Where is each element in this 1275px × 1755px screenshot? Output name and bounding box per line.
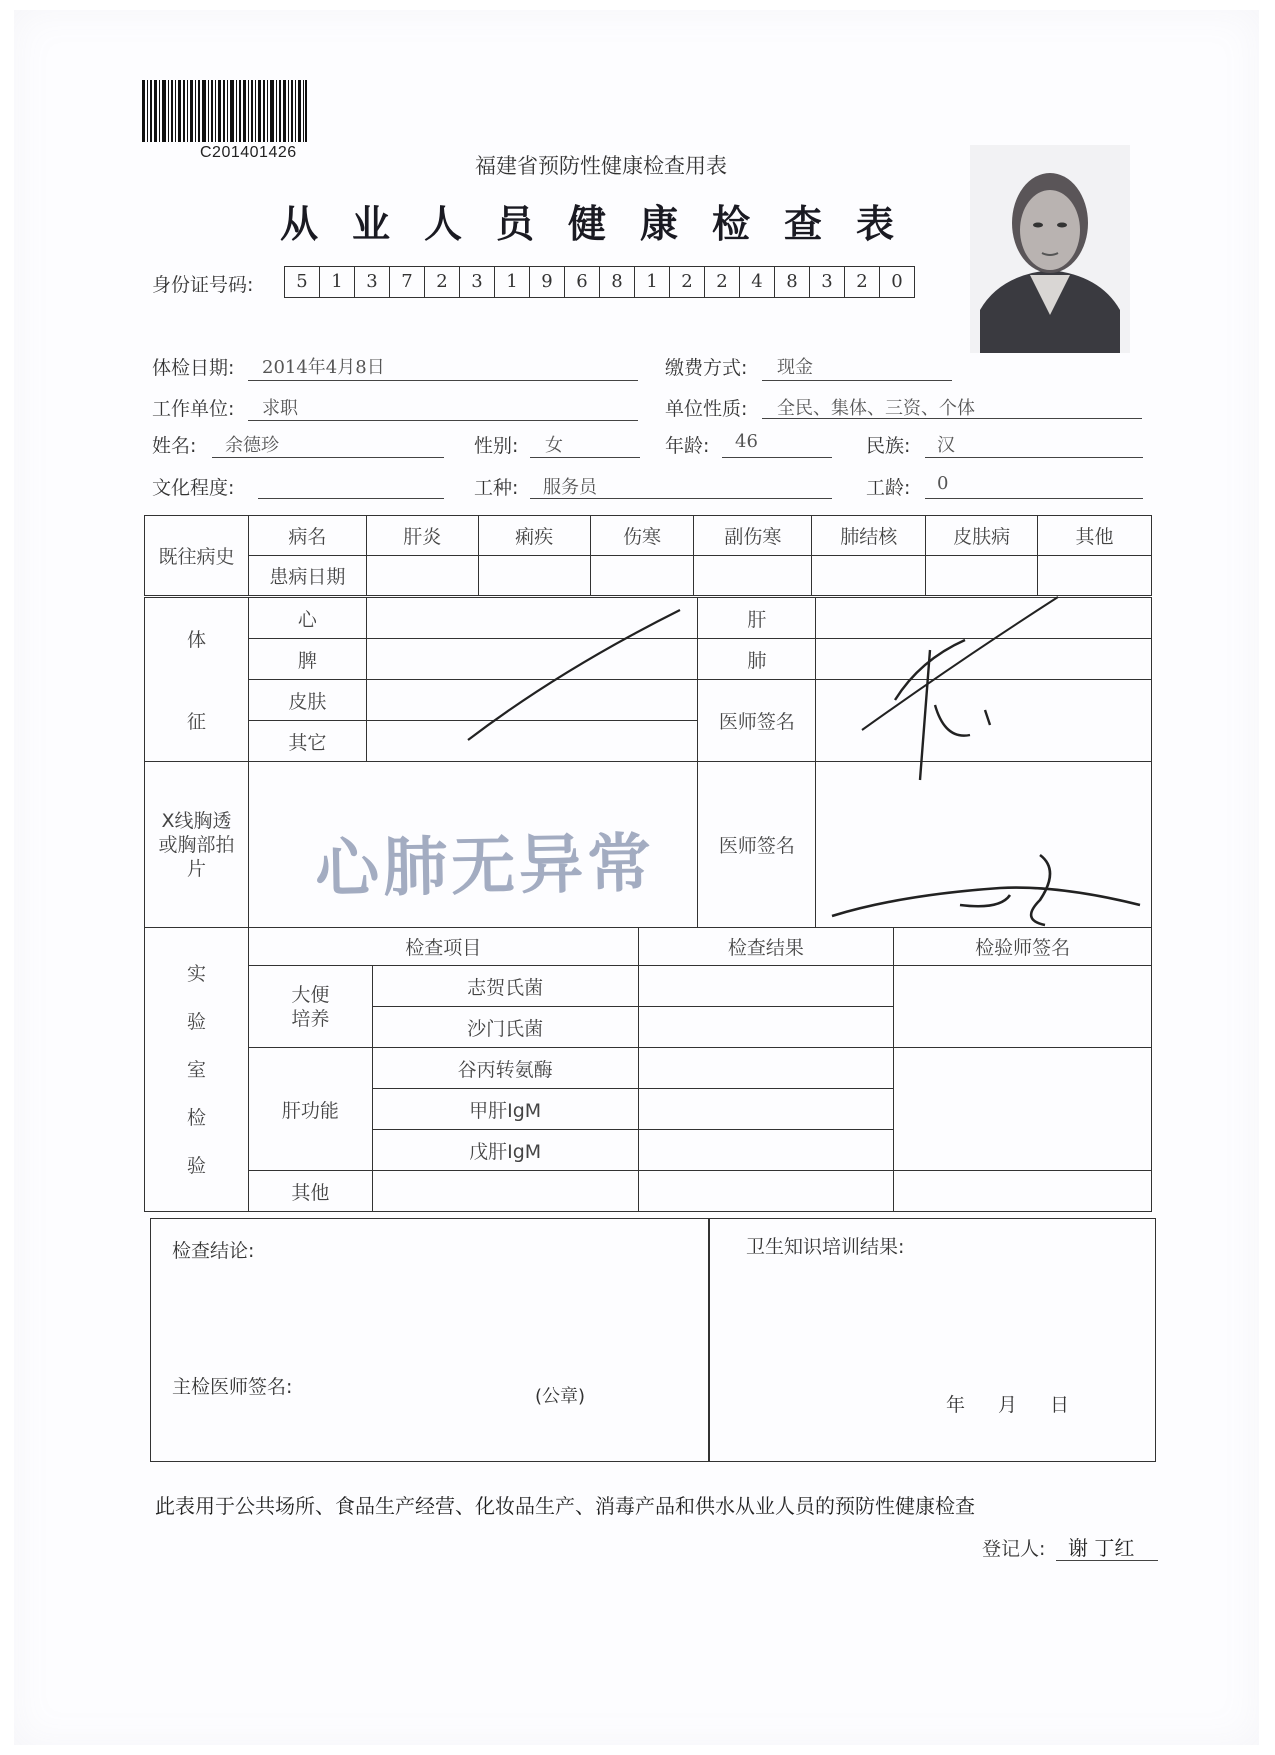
id-digit: 1 [635, 267, 670, 297]
date-month-label: 月 [998, 1394, 1018, 1416]
xray-result-stamp: 心肺无异常 [314, 827, 656, 907]
lab-col-item: 检查项目 [248, 928, 638, 966]
disease-skin: 皮肤病 [926, 516, 1038, 556]
physical-section-label-b: 征 [145, 680, 249, 762]
id-digit: 3 [460, 267, 495, 297]
id-digit: 6 [565, 267, 600, 297]
physical-check-slash [862, 597, 1058, 730]
lung-label: 肺 [698, 639, 816, 680]
stool-label-line2: 培养 [291, 1007, 330, 1030]
skin-label: 皮肤 [248, 680, 366, 721]
disease-typhoid: 伤寒 [590, 516, 694, 556]
exam-date-label: 体检日期: [152, 357, 235, 379]
physical-section-label-a: 体 [145, 598, 249, 680]
id-digit: 0 [891, 271, 903, 292]
unit-type-label: 单位性质: [665, 398, 748, 420]
seniority-label: 工龄: [866, 477, 911, 499]
id-digit: 2 [845, 267, 880, 297]
age-value: 46 [735, 431, 758, 452]
conclusion-label: 检查结论: [172, 1240, 255, 1262]
shigella-label: 志贺氏菌 [372, 966, 638, 1007]
xray-label-line3: 片 [186, 857, 206, 880]
id-card-label: 身份证号码: [152, 274, 254, 296]
registrar-label: 登记人: [982, 1538, 1046, 1560]
spleen-label: 脾 [248, 639, 366, 680]
job-value: 服务员 [543, 477, 597, 498]
history-section-label: 既往病史 [145, 516, 249, 596]
date-year-label: 年 [946, 1394, 966, 1416]
disease-tuberculosis: 肺结核 [812, 516, 926, 556]
age-label: 年龄: [665, 435, 710, 457]
id-digit: 9 [530, 267, 565, 297]
name-value: 余德珍 [225, 435, 279, 456]
liver-label: 肝 [698, 598, 816, 639]
id-digit: 3 [355, 267, 390, 297]
registrar-name: 谢 丁红 [1068, 1536, 1135, 1560]
id-digit: 5 [285, 267, 320, 297]
id-digit: 8 [600, 267, 635, 297]
id-digit: 2 [670, 267, 705, 297]
id-digit: 1 [320, 267, 355, 297]
disease-dysentery: 痢疾 [478, 516, 590, 556]
physical-check-slash [468, 610, 680, 740]
disease-hepatitis: 肝炎 [366, 516, 478, 556]
xray-doctor-signature-mark [832, 855, 1140, 925]
gender-label: 性别: [474, 435, 519, 457]
chief-doctor-sign-label: 主检医师签名: [172, 1376, 293, 1398]
employer-label: 工作单位: [152, 398, 235, 420]
exam-date-value: 2014年4月8日 [262, 357, 385, 378]
disease-paratyphoid: 副伤寒 [694, 516, 812, 556]
barcode-number: C201401426 [200, 144, 297, 161]
hev-label: 戊肝IgM [372, 1130, 638, 1171]
lab-char: 验 [186, 1010, 206, 1033]
form-title: 从业人员健康检查表 [280, 202, 929, 246]
training-result-label: 卫生知识培训结果: [746, 1236, 905, 1258]
usage-note: 此表用于公共场所、食品生产经营、化妆品生产、消毒产品和供水从业人员的预防性健康检查 [155, 1494, 975, 1518]
stool-label-line1: 大便 [291, 983, 330, 1006]
official-seal-label: (公章) [535, 1386, 586, 1407]
id-digit: 2 [425, 267, 460, 297]
id-digit: 7 [390, 267, 425, 297]
xray-label-line2: 或胸部拍 [158, 833, 235, 856]
salmonella-label: 沙门氏菌 [372, 1007, 638, 1048]
seniority-value: 0 [937, 473, 949, 494]
lab-char: 室 [186, 1058, 206, 1081]
xray-label-line1: X线胸透 [161, 809, 232, 832]
xray-doctor-sign-label: 医师签名 [698, 762, 816, 928]
payment-label: 缴费方式: [665, 357, 748, 379]
payment-value: 现金 [777, 357, 813, 378]
heart-label: 心 [248, 598, 366, 639]
disease-date-label: 患病日期 [248, 556, 366, 596]
physical-doctor-signature-mark [895, 640, 990, 780]
lab-char: 验 [186, 1154, 206, 1177]
lab-char: 实 [186, 962, 206, 985]
physical-doctor-sign-label: 医师签名 [698, 680, 816, 762]
employer-value: 求职 [262, 398, 298, 419]
alt-label: 谷丙转氨酶 [372, 1048, 638, 1089]
disease-other: 其他 [1038, 516, 1152, 556]
name-label: 姓名: [152, 435, 197, 457]
lab-col-result: 检查结果 [638, 928, 894, 966]
unit-type-value: 全民、集体、三资、个体 [777, 398, 975, 419]
id-digit: 4 [740, 267, 775, 297]
date-day-label: 日 [1050, 1394, 1070, 1416]
ethnicity-value: 汉 [937, 435, 955, 456]
ethnicity-label: 民族: [866, 435, 911, 457]
disease-name-label: 病名 [248, 516, 366, 556]
id-digit: 2 [705, 267, 740, 297]
liver-function-label: 肝功能 [248, 1048, 372, 1171]
id-digit: 1 [495, 267, 530, 297]
lab-other-label: 其他 [248, 1171, 372, 1212]
form-subtitle: 福建省预防性健康检查用表 [475, 154, 727, 178]
id-digit: 3 [810, 267, 845, 297]
id-digit: 8 [775, 267, 810, 297]
lab-char: 检 [186, 1106, 206, 1129]
other-label: 其它 [248, 721, 366, 762]
lab-col-sign: 检验师签名 [894, 928, 1152, 966]
job-label: 工种: [474, 477, 519, 499]
gender-value: 女 [545, 435, 563, 456]
education-label: 文化程度: [152, 477, 235, 499]
hav-label: 甲肝IgM [372, 1089, 638, 1130]
